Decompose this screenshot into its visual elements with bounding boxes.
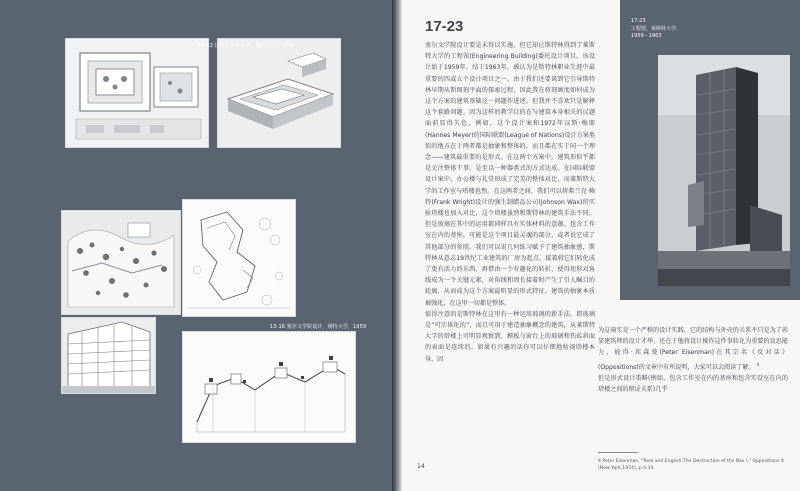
caption-top: 11-12 比尔克学院设计，刚特大学，1958 — [198, 43, 295, 49]
engineering-building-image — [658, 55, 790, 286]
left-page — [0, 0, 392, 491]
body-right-paragraph: 为这扇实是一个严格的设计实践，它的结构与外壳的关系不只是为了彰显建筑师的设计才华，还在于他将设计操作这件事转化为重要的反思能力，彼得·埃森曼(Peter Eisenman)在其宗名《反对话》(Oppositions)的文章中有所说明，大家可以去阅读了解。 — [598, 327, 788, 371]
tower-photo — [658, 55, 790, 286]
model-top-view-image — [66, 39, 208, 147]
section-drawing — [182, 331, 356, 443]
panel-caption — [631, 18, 681, 41]
page-number: 14 — [417, 463, 425, 470]
footnote: 4 Peter Eisenman, "Real and English:The Destruction of the Box I," Oppositions 4 (New York,1974), p.5-34. — [598, 459, 784, 471]
body-paragraph-tail: 值得注意的是斯特林在这里有一种运用玻璃的新手法，即玻璃是“可实体化的”，而且可用于建造抽象概念的建筑，从莱斯特大学的塔楼上可明显观察到，模板与窗台上的玻璃和伤砖斜面的表面是连续的。如果有兴趣的话你可以仔细地检视塔楼本身，因 — [425, 310, 595, 363]
section-image — [183, 332, 355, 442]
body-right-tail: 但是形式设计策略(例如，包含工作室在内的基座和包含实设室在内的塔楼之间的辩证关系)几乎 — [598, 374, 788, 394]
site-plan-drawing — [182, 199, 296, 317]
site-plan-image — [183, 200, 295, 316]
caption-bottom: 13-16 塞尔文学院设计，刚特大学，1959 — [270, 324, 367, 330]
body-column-right — [598, 325, 788, 425]
footnote-marker: 4 — [756, 361, 759, 367]
body-column-left — [425, 40, 595, 450]
book-spine — [392, 0, 402, 491]
body-paragraph-main: 塞尔文学院设计要是未得以实施，但它却让斯特林得到了莱斯特大学的工程馆(Engineering Building)委托设计项目。该设计始于1959年，结于1963年，被认为是斯特林职业生涯中最重要的四或五个设计项目之一。由于我们还要谈到它引导斯特林早期从斯图刻平面的探索过程，因此我在将刻画度如何成为这个方案的建筑基础这一问题作进述。但我并不喜欢只是解释这个套路问题。因为这样的教学目的在与建筑本身相关的议题面前显得失色，例如，这个设计案和1972年汉斯·梅耶(Hannes Meyer)的国际联盟(League of Nations)设计方案类似的地方在于两者都是抽象和整体的，而且都在实于同一个理念——建筑最重要的是形式。在这两个方案中，建筑形似乎都是关注整体干事，是至以一种器类式的方式达成。在国际联盟设计案中，办公楼与礼堂形成了完美的整体对比，而莱斯特大学的工作室与塔楼也然。在这两者之间，我们可以将弗兰克·赖特(Frank Wright)设计的强生制蜡品公司(Johnson Wax)的实验塔楼也加入对比，这个塔楼虽然和斯特林的建筑手法不同，但是玻璃在其中的运用都同样具有实体材料的意蕴。包含工作室在内的基座，可能是这个项目最灵魂的部分，或者说它成了其他部分的参照。我们可以说几何练习赋予了建筑抽象感，斯特林从意志19世纪工业建筑的厂房为起点，接着将它们转化成了更有活力的东西，再借由一个有趣化的转折，使得矩形对角线成为一个关键元素，对角线和周长接着时产生了引人瞩目的轮廓，从而成为这个方案最明显的形式特征，建筑的抽象本质被强化，在这里一切都是整体。 — [425, 42, 595, 307]
facade-image — [62, 318, 155, 393]
model-perspective-image — [218, 39, 340, 147]
model-photo-top — [65, 38, 209, 148]
model-photo-aerial — [61, 210, 181, 315]
aerial-model-image — [62, 211, 180, 314]
facade-photo — [61, 317, 156, 394]
panel-caption-years: 1959－1963 — [631, 33, 662, 39]
footnote-divider — [598, 452, 638, 453]
panel-caption-number: 17-23 — [631, 18, 646, 24]
panel-caption-title: 工程馆，莱斯特大学， — [631, 25, 682, 32]
section-heading: 17-23 — [425, 18, 464, 35]
model-photo-side — [217, 38, 341, 148]
